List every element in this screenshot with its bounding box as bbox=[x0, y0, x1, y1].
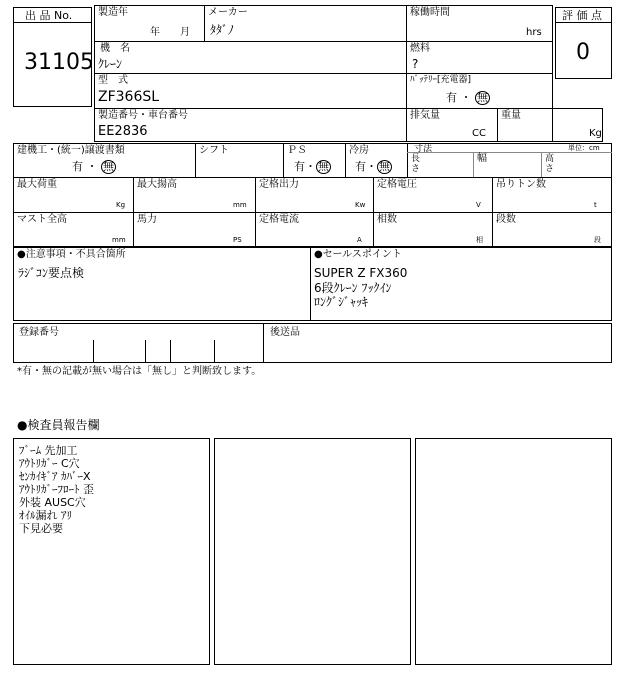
displacement-unit: CC bbox=[472, 128, 486, 139]
footnote: *有・無の記載が無い場合は「無し」と判断致します。 bbox=[17, 366, 262, 377]
grid-line bbox=[407, 152, 612, 153]
ps-options bbox=[294, 160, 331, 174]
ac-sep: ・ bbox=[366, 160, 377, 173]
grid-line bbox=[406, 5, 407, 142]
ps-sep: ・ bbox=[305, 160, 316, 173]
sales-line-3: ﾛﾝｸﾞｼﾞｬｯｷ bbox=[314, 295, 369, 309]
weight-label: 重量 bbox=[501, 110, 521, 121]
grid-line bbox=[94, 73, 553, 74]
maker-label: メーカー bbox=[208, 7, 248, 18]
doc-sep: ・ bbox=[86, 160, 98, 173]
grid-line bbox=[93, 340, 94, 363]
ac-options bbox=[355, 160, 392, 174]
battery-options bbox=[446, 91, 490, 105]
score-header-divider bbox=[555, 22, 612, 23]
phase-label: 相数 bbox=[377, 214, 397, 225]
grid-line bbox=[255, 177, 256, 247]
shipment-label: 後送品 bbox=[270, 327, 300, 338]
lot-label: 出 品 No. bbox=[25, 9, 73, 22]
grid-line bbox=[145, 340, 146, 363]
inspector-line-6: ｵｲﾙ漏れ ｱﾘ bbox=[19, 509, 72, 522]
rated-voltage-label: 定格電圧 bbox=[377, 179, 417, 190]
horsepower-label: 馬力 bbox=[137, 214, 157, 225]
score-label: 評 価 点 bbox=[562, 9, 602, 22]
maker-value: ﾀﾀﾞﾉ bbox=[210, 23, 235, 37]
max-lift-unit: mm bbox=[233, 201, 247, 209]
grid-line bbox=[195, 143, 196, 177]
registration-label: 登録番号 bbox=[19, 327, 59, 338]
dimensions-label: 寸法 bbox=[414, 144, 433, 154]
inspector-line-7: 下見必要 bbox=[19, 522, 63, 535]
grid-line bbox=[263, 323, 264, 363]
rated-current-unit: A bbox=[357, 236, 362, 244]
rated-output-unit: Kw bbox=[355, 201, 366, 209]
battery-label: ﾊﾞｯﾃﾘｰ[充電器] bbox=[410, 75, 472, 85]
mast-height-unit: mm bbox=[112, 236, 126, 244]
ps-no-circled: 無 bbox=[318, 160, 329, 173]
lift-ton-label: 吊りトン数 bbox=[496, 179, 546, 190]
grid-line bbox=[204, 5, 205, 41]
score-value: 0 bbox=[576, 40, 590, 65]
model-value: ｸﾚｰﾝ bbox=[98, 57, 123, 71]
battery-no-circled: 無 bbox=[477, 91, 488, 104]
rated-voltage-unit: V bbox=[476, 201, 481, 209]
battery-sep: ・ bbox=[460, 91, 472, 104]
grid-line bbox=[283, 143, 284, 177]
inspector-line-2: ｱｳﾄﾘｶﾞｰ C穴 bbox=[19, 457, 80, 470]
dimensions-unit: 単位：cm bbox=[568, 144, 600, 152]
shift-label: シフト bbox=[199, 145, 229, 156]
sales-point-label: ●セールスポイント bbox=[314, 249, 402, 260]
grid-line bbox=[13, 212, 612, 213]
displacement-label: 排気量 bbox=[410, 110, 440, 121]
registration-row bbox=[13, 323, 612, 363]
grid-line bbox=[214, 340, 215, 363]
lot-header-divider bbox=[13, 22, 92, 23]
max-load-unit: Kg bbox=[116, 201, 126, 209]
hours-unit: hrs bbox=[526, 27, 542, 38]
phase-unit: 相 bbox=[476, 236, 483, 244]
stages-label: 段数 bbox=[496, 214, 516, 225]
fuel-value: ? bbox=[412, 57, 419, 71]
max-load-label: 最大荷重 bbox=[17, 179, 57, 190]
grid-line bbox=[492, 177, 493, 247]
grid-line bbox=[94, 108, 553, 109]
dimension-height: 高さ bbox=[545, 154, 555, 174]
grid-line bbox=[473, 152, 474, 177]
ps-yes: 有 bbox=[294, 160, 305, 173]
horsepower-unit: PS bbox=[233, 236, 242, 244]
inspector-title: ●検査員報告欄 bbox=[17, 418, 100, 432]
type-label: 型 式 bbox=[98, 75, 128, 86]
doc-no-circled: 無 bbox=[103, 160, 114, 173]
model-label: 機 名 bbox=[100, 43, 130, 54]
year-label: 製造年 bbox=[98, 7, 128, 18]
ps-label: ＰＳ bbox=[287, 145, 307, 156]
transfer-doc-label: 建機工・(統一)譲渡書類 bbox=[17, 145, 125, 156]
year-unit: 年 月 bbox=[150, 27, 190, 38]
lift-ton-unit: t bbox=[594, 201, 597, 209]
inspector-line-5: 外装 AUSC穴 bbox=[19, 496, 86, 509]
inspector-line-4: ｱｳﾄﾘｶﾞｰﾌﾛｰﾄ 歪 bbox=[19, 483, 94, 496]
ac-label: 冷房 bbox=[349, 145, 369, 156]
dimension-length: 長さ bbox=[411, 154, 421, 174]
grid-line bbox=[407, 143, 408, 177]
lot-number: 31105 bbox=[24, 50, 94, 75]
grid-line bbox=[373, 177, 374, 247]
specs-table bbox=[13, 143, 612, 247]
stages-unit: 段 bbox=[594, 236, 601, 244]
serial-value: EE2836 bbox=[98, 124, 148, 139]
battery-yes: 有 bbox=[446, 91, 457, 104]
grid-line bbox=[13, 177, 612, 178]
grid-line bbox=[94, 41, 553, 42]
ac-no-circled: 無 bbox=[379, 160, 390, 173]
inspector-panel-3 bbox=[415, 438, 612, 665]
inspector-panel-2 bbox=[214, 438, 411, 665]
grid-line bbox=[345, 143, 346, 177]
rated-current-label: 定格電流 bbox=[259, 214, 299, 225]
serial-label: 製造番号・車台番号 bbox=[98, 110, 188, 121]
transfer-doc-options bbox=[72, 160, 116, 174]
fuel-label: 燃料 bbox=[410, 43, 430, 54]
sales-line-1: SUPER Z FX360 bbox=[314, 266, 408, 280]
grid-line bbox=[541, 152, 542, 177]
weight-unit: Kg bbox=[589, 128, 602, 139]
mast-height-label: マスト全高 bbox=[17, 214, 67, 225]
grid-line bbox=[133, 177, 134, 247]
ac-yes: 有 bbox=[355, 160, 366, 173]
rated-output-label: 定格出力 bbox=[259, 179, 299, 190]
inspector-line-3: ｾﾝｶｲｷﾞｱ ｶﾊﾞｰX bbox=[19, 470, 91, 483]
hours-label: 稼働時間 bbox=[410, 7, 450, 18]
max-lift-label: 最大揚高 bbox=[137, 179, 177, 190]
type-value: ZF366SL bbox=[98, 89, 160, 105]
caution-text: ﾗｼﾞｺﾝ要点検 bbox=[18, 266, 85, 280]
grid-line bbox=[170, 340, 171, 363]
sales-line-2: 6段ｸﾚｰﾝ ﾌｯｸｲﾝ bbox=[314, 281, 392, 295]
doc-yes: 有 bbox=[72, 160, 83, 173]
grid-line bbox=[310, 247, 311, 321]
inspector-line-1: ﾌﾞｰﾑ 先加工 bbox=[19, 444, 78, 457]
caution-label: ●注意事項・不具合箇所 bbox=[17, 249, 126, 260]
dimension-width: 幅 bbox=[477, 153, 487, 164]
